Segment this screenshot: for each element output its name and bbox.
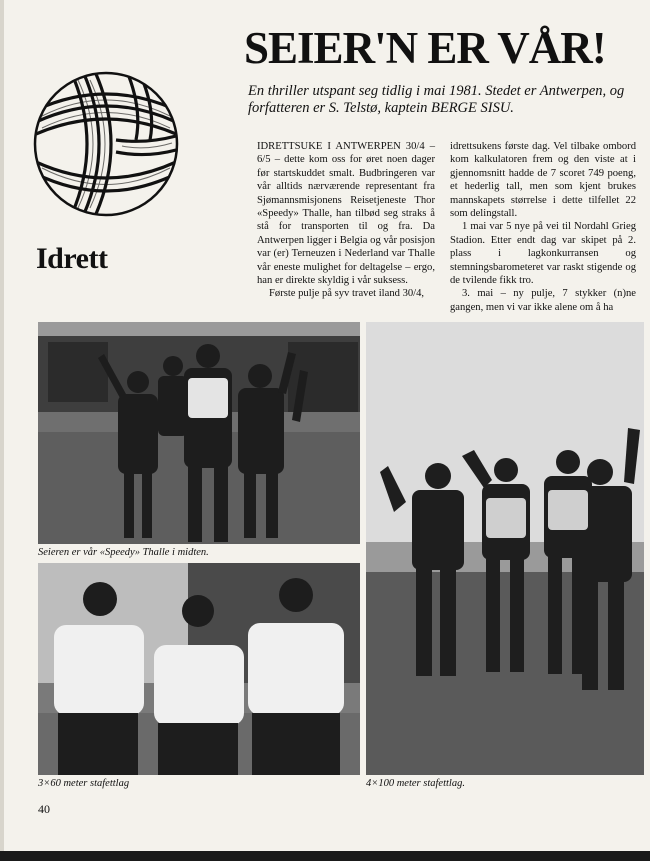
photo-caption-3x60: 3×60 meter stafettlag xyxy=(38,778,130,789)
article-column-2 xyxy=(450,140,636,314)
photo-caption-4x100: 4×100 meter stafettlag. xyxy=(366,778,465,789)
photo-relay-4x100 xyxy=(366,322,644,775)
page-edge xyxy=(0,0,4,861)
article-column-1 xyxy=(257,140,435,301)
photo-caption-speedy: Seieren er vår «Speedy» Thalle i midten. xyxy=(38,547,209,558)
paragraph: 3. mai – ny pulje, 7 stykker (n)ne gangen, men vi var ikke alene om å ha xyxy=(450,288,636,313)
lead-paragraph: En thriller utspant seg tidlig i mai 1981. Stedet er Antwerpen, og forfatteren er S. Telstø, kaptein BERGE SISU. xyxy=(248,83,625,116)
page-number: 40 xyxy=(38,802,50,816)
paragraph: IDRETTSUKE I ANTWERPEN 30/4 – 6/5 – dette kom oss for øret noen dager før startskuddet smalt. Budbringeren var vår alltids nærværende representant fra Sjømannsmisjonens Reisetjeneste Thor «Speedy» Thalle, han tilbød seg straks å stå for transporten til og fra. Da Antwerpen ligger i Belgia og vår posisjon var (er) Terneuzen i Nederland var Thalle vår eneste mulighet for deltagelse – ergo, han er direkte skyldig i vår suksess. xyxy=(257,141,435,287)
section-label: Idrett xyxy=(36,242,108,275)
paragraph: idrettsukens første dag. Vel tilbake ombord kom kalkulatoren frem og den viste at i gjennomsnitt hadde de 7 scoret 749 poeng, et hederlig tall, men som kjent brukes mannskapets størrelse i dette tilfellet 22 som delingstall. xyxy=(450,141,636,220)
headline: SEIER'N ER VÅR! xyxy=(244,23,606,73)
rope-ball-icon xyxy=(32,70,180,218)
paragraph: 1 mai var 5 nye på vei til Nordahl Grieg Stadion. Etter endt dag var skipet på 2. plass i lagkonkurransen og stemningsbarometeret var raskt stigende og de tvilende fikk tro. xyxy=(450,221,636,287)
page-edge-bottom xyxy=(0,851,650,861)
paragraph: Første pulje på syv travet iland 30/4, xyxy=(269,288,425,300)
photo-relay-3x60 xyxy=(38,563,360,775)
photo-speedy-group xyxy=(38,322,360,544)
